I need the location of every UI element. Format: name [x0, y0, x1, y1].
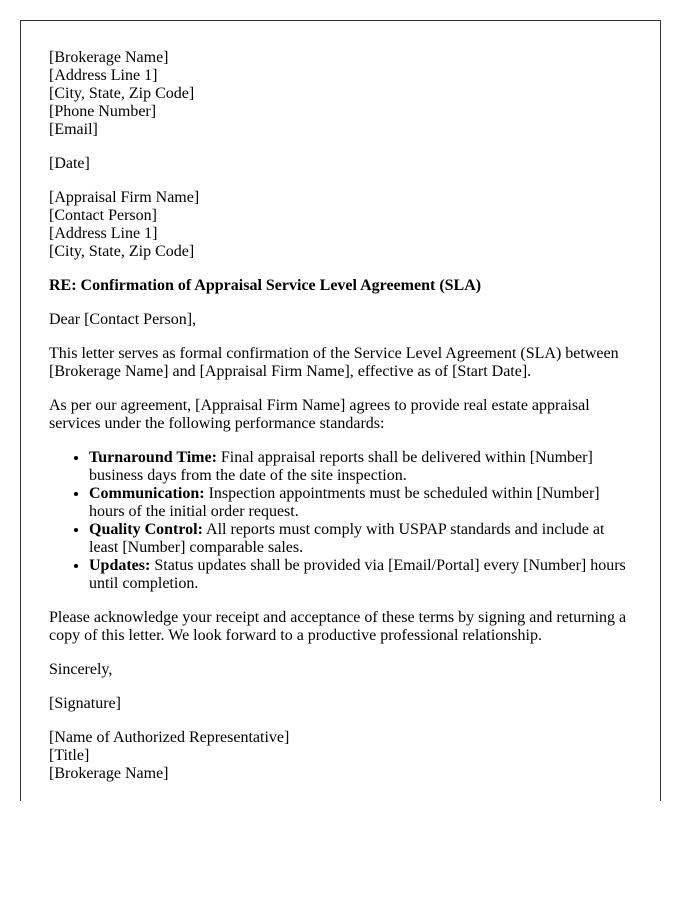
recipient-firm-name: [Appraisal Firm Name]	[49, 189, 200, 206]
standard-text: All reports must comply with USPAP standards and include at least [Number] comparable sales.	[89, 521, 605, 556]
sender-email: [Email]	[49, 121, 98, 138]
standard-text: Inspection appointments must be scheduled within [Number] hours of the initial order request.	[89, 485, 600, 520]
recipient-contact-person: [Contact Person]	[49, 207, 157, 224]
subject-line: RE: Confirmation of Appraisal Service Level Agreement (SLA)	[49, 277, 482, 294]
recipient-address-line-1: [Address Line 1]	[49, 225, 158, 242]
closing-valediction: Sincerely,	[49, 661, 113, 678]
letter-date: [Date]	[49, 155, 90, 172]
salutation: Dear [Contact Person],	[49, 311, 197, 328]
standard-item-updates	[89, 557, 632, 593]
performance-standards-list	[49, 449, 632, 593]
sender-address-block	[49, 49, 632, 139]
standard-text: Final appraisal reports shall be delivered within [Number] business days from the date of the site inspection.	[89, 449, 593, 484]
standard-text: Status updates shall be provided via [Email/Portal] every [Number] hours until completion.	[89, 557, 626, 592]
recipient-city-state-zip: [City, State, Zip Code]	[49, 243, 195, 260]
standard-item-communication	[89, 485, 632, 521]
standard-label: Quality Control:	[89, 521, 203, 538]
agreement-paragraph: As per our agreement, [Appraisal Firm Name] agrees to provide real estate appraisal services under the following performance standards:	[49, 397, 590, 432]
standard-label: Communication:	[89, 485, 205, 502]
signature-placeholder: [Signature]	[49, 695, 121, 712]
intro-paragraph: This letter serves as formal confirmation of the Service Level Agreement (SLA) between [Brokerage Name] and [Appraisal Firm Name], effective as of [Start Date].	[49, 345, 619, 380]
sender-phone-number: [Phone Number]	[49, 103, 157, 120]
sender-address-line-1: [Address Line 1]	[49, 67, 158, 84]
sender-city-state-zip: [City, State, Zip Code]	[49, 85, 195, 102]
closing-paragraph: Please acknowledge your receipt and acceptance of these terms by signing and returning a copy of this letter. We look forward to a productive professional relationship.	[49, 609, 627, 644]
signatory-title: [Title]	[49, 747, 90, 764]
standard-item-quality-control	[89, 521, 632, 557]
letter-document	[20, 20, 661, 801]
standard-item-turnaround-time	[89, 449, 632, 485]
signatory-brokerage-name: [Brokerage Name]	[49, 765, 169, 782]
signatory-block	[49, 729, 632, 783]
signatory-name: [Name of Authorized Representative]	[49, 729, 290, 746]
recipient-address-block	[49, 189, 632, 261]
sender-brokerage-name: [Brokerage Name]	[49, 49, 169, 66]
standard-label: Turnaround Time:	[89, 449, 217, 466]
standard-label: Updates:	[89, 557, 151, 574]
